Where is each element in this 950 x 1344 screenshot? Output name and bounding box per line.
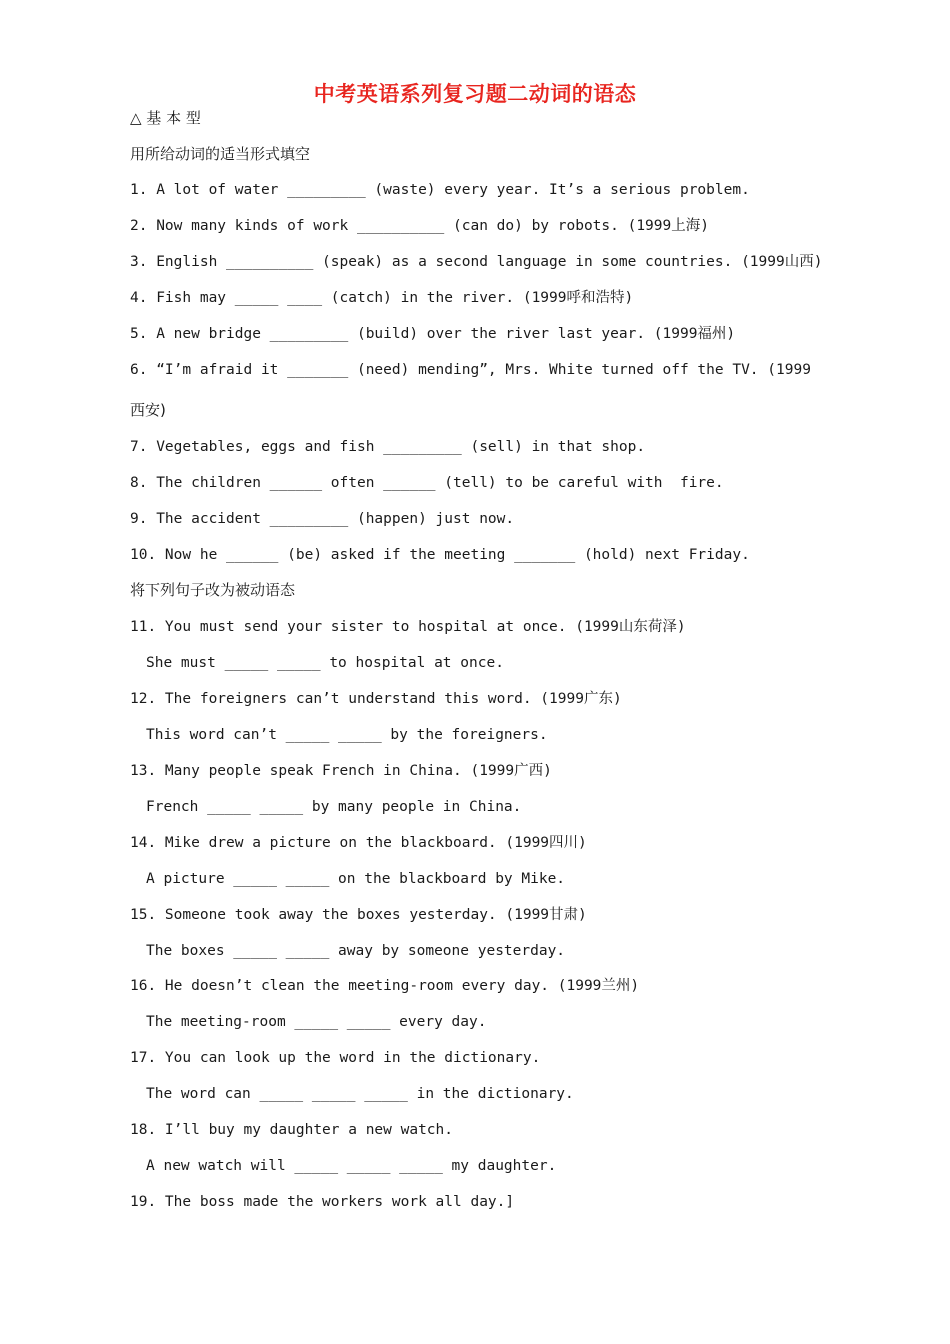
page-title: 中考英语系列复习题二动词的语态 [313, 82, 637, 106]
answer-17: The word can _____ _____ _____ in the dictionary. [146, 1086, 574, 1102]
question-4: 4. Fish may _____ ____ (catch) in the river. (1999呼和浩特) [130, 290, 634, 306]
question-10: 10. Now he ______ (be) asked if the meeting _______ (hold) next Friday. [130, 547, 750, 563]
question-6-continued: 西安) [130, 401, 166, 419]
answer-16: The meeting-room _____ _____ every day. [146, 1014, 487, 1030]
question-14: 14. Mike drew a picture on the blackboard. (1999四川) [130, 835, 587, 851]
question-5: 5. A new bridge _________ (build) over the river last year. (1999福州) [130, 326, 736, 342]
question-6: 6. “I’m afraid it _______ (need) mending”, Mrs. White turned off the TV. (1999 [130, 362, 811, 378]
answer-12: This word can’t _____ _____ by the foreigners. [146, 727, 548, 743]
question-9: 9. The accident _________ (happen) just now. [130, 511, 515, 527]
question-11: 11. You must send your sister to hospital at once. (1999山东荷泽) [130, 619, 686, 635]
answer-15: The boxes _____ _____ away by someone yesterday. [146, 943, 566, 959]
answer-18: A new watch will _____ _____ _____ my daughter. [146, 1158, 557, 1174]
question-16: 16. He doesn’t clean the meeting-room every day. (1999兰州) [130, 978, 640, 994]
answer-14: A picture _____ _____ on the blackboard by Mike. [146, 871, 566, 887]
question-1: 1. A lot of water _________ (waste) every year. It’s a serious problem. [130, 182, 750, 198]
answer-13: French _____ _____ by many people in China. [146, 799, 522, 815]
instruction-passive: 将下列句子改为被动语态 [130, 581, 296, 599]
section-label: △ 基 本 型 [130, 109, 201, 127]
answer-11: She must _____ _____ to hospital at once. [146, 655, 504, 671]
question-15: 15. Someone took away the boxes yesterday. (1999甘肃) [130, 907, 587, 923]
question-19: 19. The boss made the workers work all day.] [130, 1194, 515, 1210]
instruction-fill-in: 用所给动词的适当形式填空 [130, 145, 311, 163]
question-13: 13. Many people speak French in China. (1999广西) [130, 763, 552, 779]
question-7: 7. Vegetables, eggs and fish _________ (sell) in that shop. [130, 439, 646, 455]
question-17: 17. You can look up the word in the dictionary. [130, 1050, 541, 1066]
question-18: 18. I’ll buy my daughter a new watch. [130, 1122, 454, 1138]
question-3: 3. English __________ (speak) as a second language in some countries. (1999山西) [130, 254, 823, 270]
question-12: 12. The foreigners can’t understand this word. (1999广东) [130, 691, 622, 707]
question-8: 8. The children ______ often ______ (tell) to be careful with fire. [130, 475, 724, 491]
question-2: 2. Now many kinds of work __________ (can do) by robots. (1999上海) [130, 218, 709, 234]
